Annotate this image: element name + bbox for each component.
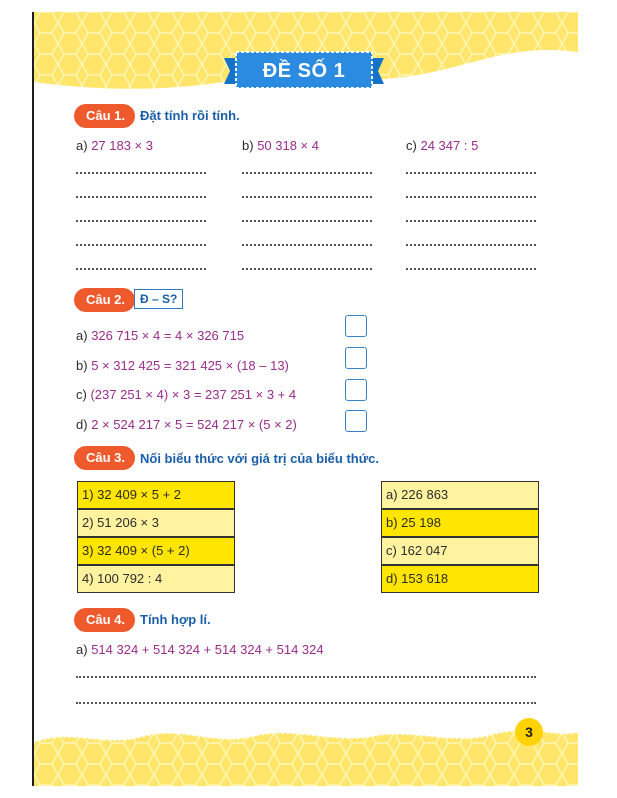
value-box-d[interactable]: d) 153 618	[381, 565, 539, 593]
page-number-badge: 3	[515, 718, 543, 746]
question-1-badge: Câu 1.	[74, 104, 135, 128]
q2-item-c: c) (237 251 × 4) × 3 = 237 251 × 3 + 4	[76, 387, 297, 402]
question-1-instruction: Đặt tính rồi tính.	[140, 108, 240, 123]
q2-answer-box-a[interactable]	[345, 315, 367, 337]
value-box-b[interactable]: b) 25 198	[381, 509, 539, 537]
q1-item-c: c) 24 347 : 5	[406, 138, 479, 153]
q2-item-b: b) 5 × 312 425 = 321 425 × (18 – 13)	[76, 358, 289, 373]
question-2-badge: Câu 2.	[74, 288, 135, 312]
value-box-c[interactable]: c) 162 047	[381, 537, 539, 565]
expression-box-3[interactable]: 3) 32 409 × (5 + 2)	[77, 537, 235, 565]
q2-answer-box-c[interactable]	[345, 379, 367, 401]
question-4-badge: Câu 4.	[74, 608, 135, 632]
q1-item-b: b) 50 318 × 4	[242, 138, 319, 153]
q4-item-a: a) 514 324 + 514 324 + 514 324 + 514 324	[76, 642, 324, 657]
question-3-instruction: Nối biểu thức với giá trị của biểu thức.	[140, 451, 379, 466]
q1-item-a: a) 27 183 × 3	[76, 138, 153, 153]
worksheet-page	[32, 12, 578, 786]
q2-item-a: a) 326 715 × 4 = 4 × 326 715	[76, 328, 245, 343]
expression-box-2[interactable]: 2) 51 206 × 3	[77, 509, 235, 537]
page-title: ĐỀ SỐ 1	[262, 60, 346, 82]
honeycomb-footer-decoration	[34, 722, 578, 786]
q2-answer-box-b[interactable]	[345, 347, 367, 369]
expression-box-4[interactable]: 4) 100 792 : 4	[77, 565, 235, 593]
expression-box-1[interactable]: 1) 32 409 × 5 + 2	[77, 481, 235, 509]
value-box-a[interactable]: a) 226 863	[381, 481, 539, 509]
q2-item-d: d) 2 × 524 217 × 5 = 524 217 × (5 × 2)	[76, 417, 297, 432]
question-2-instruction: Đ – S?	[134, 289, 183, 309]
question-4-instruction: Tính hợp lí.	[140, 612, 211, 627]
q2-answer-box-d[interactable]	[345, 410, 367, 432]
question-3-badge: Câu 3.	[74, 446, 135, 470]
